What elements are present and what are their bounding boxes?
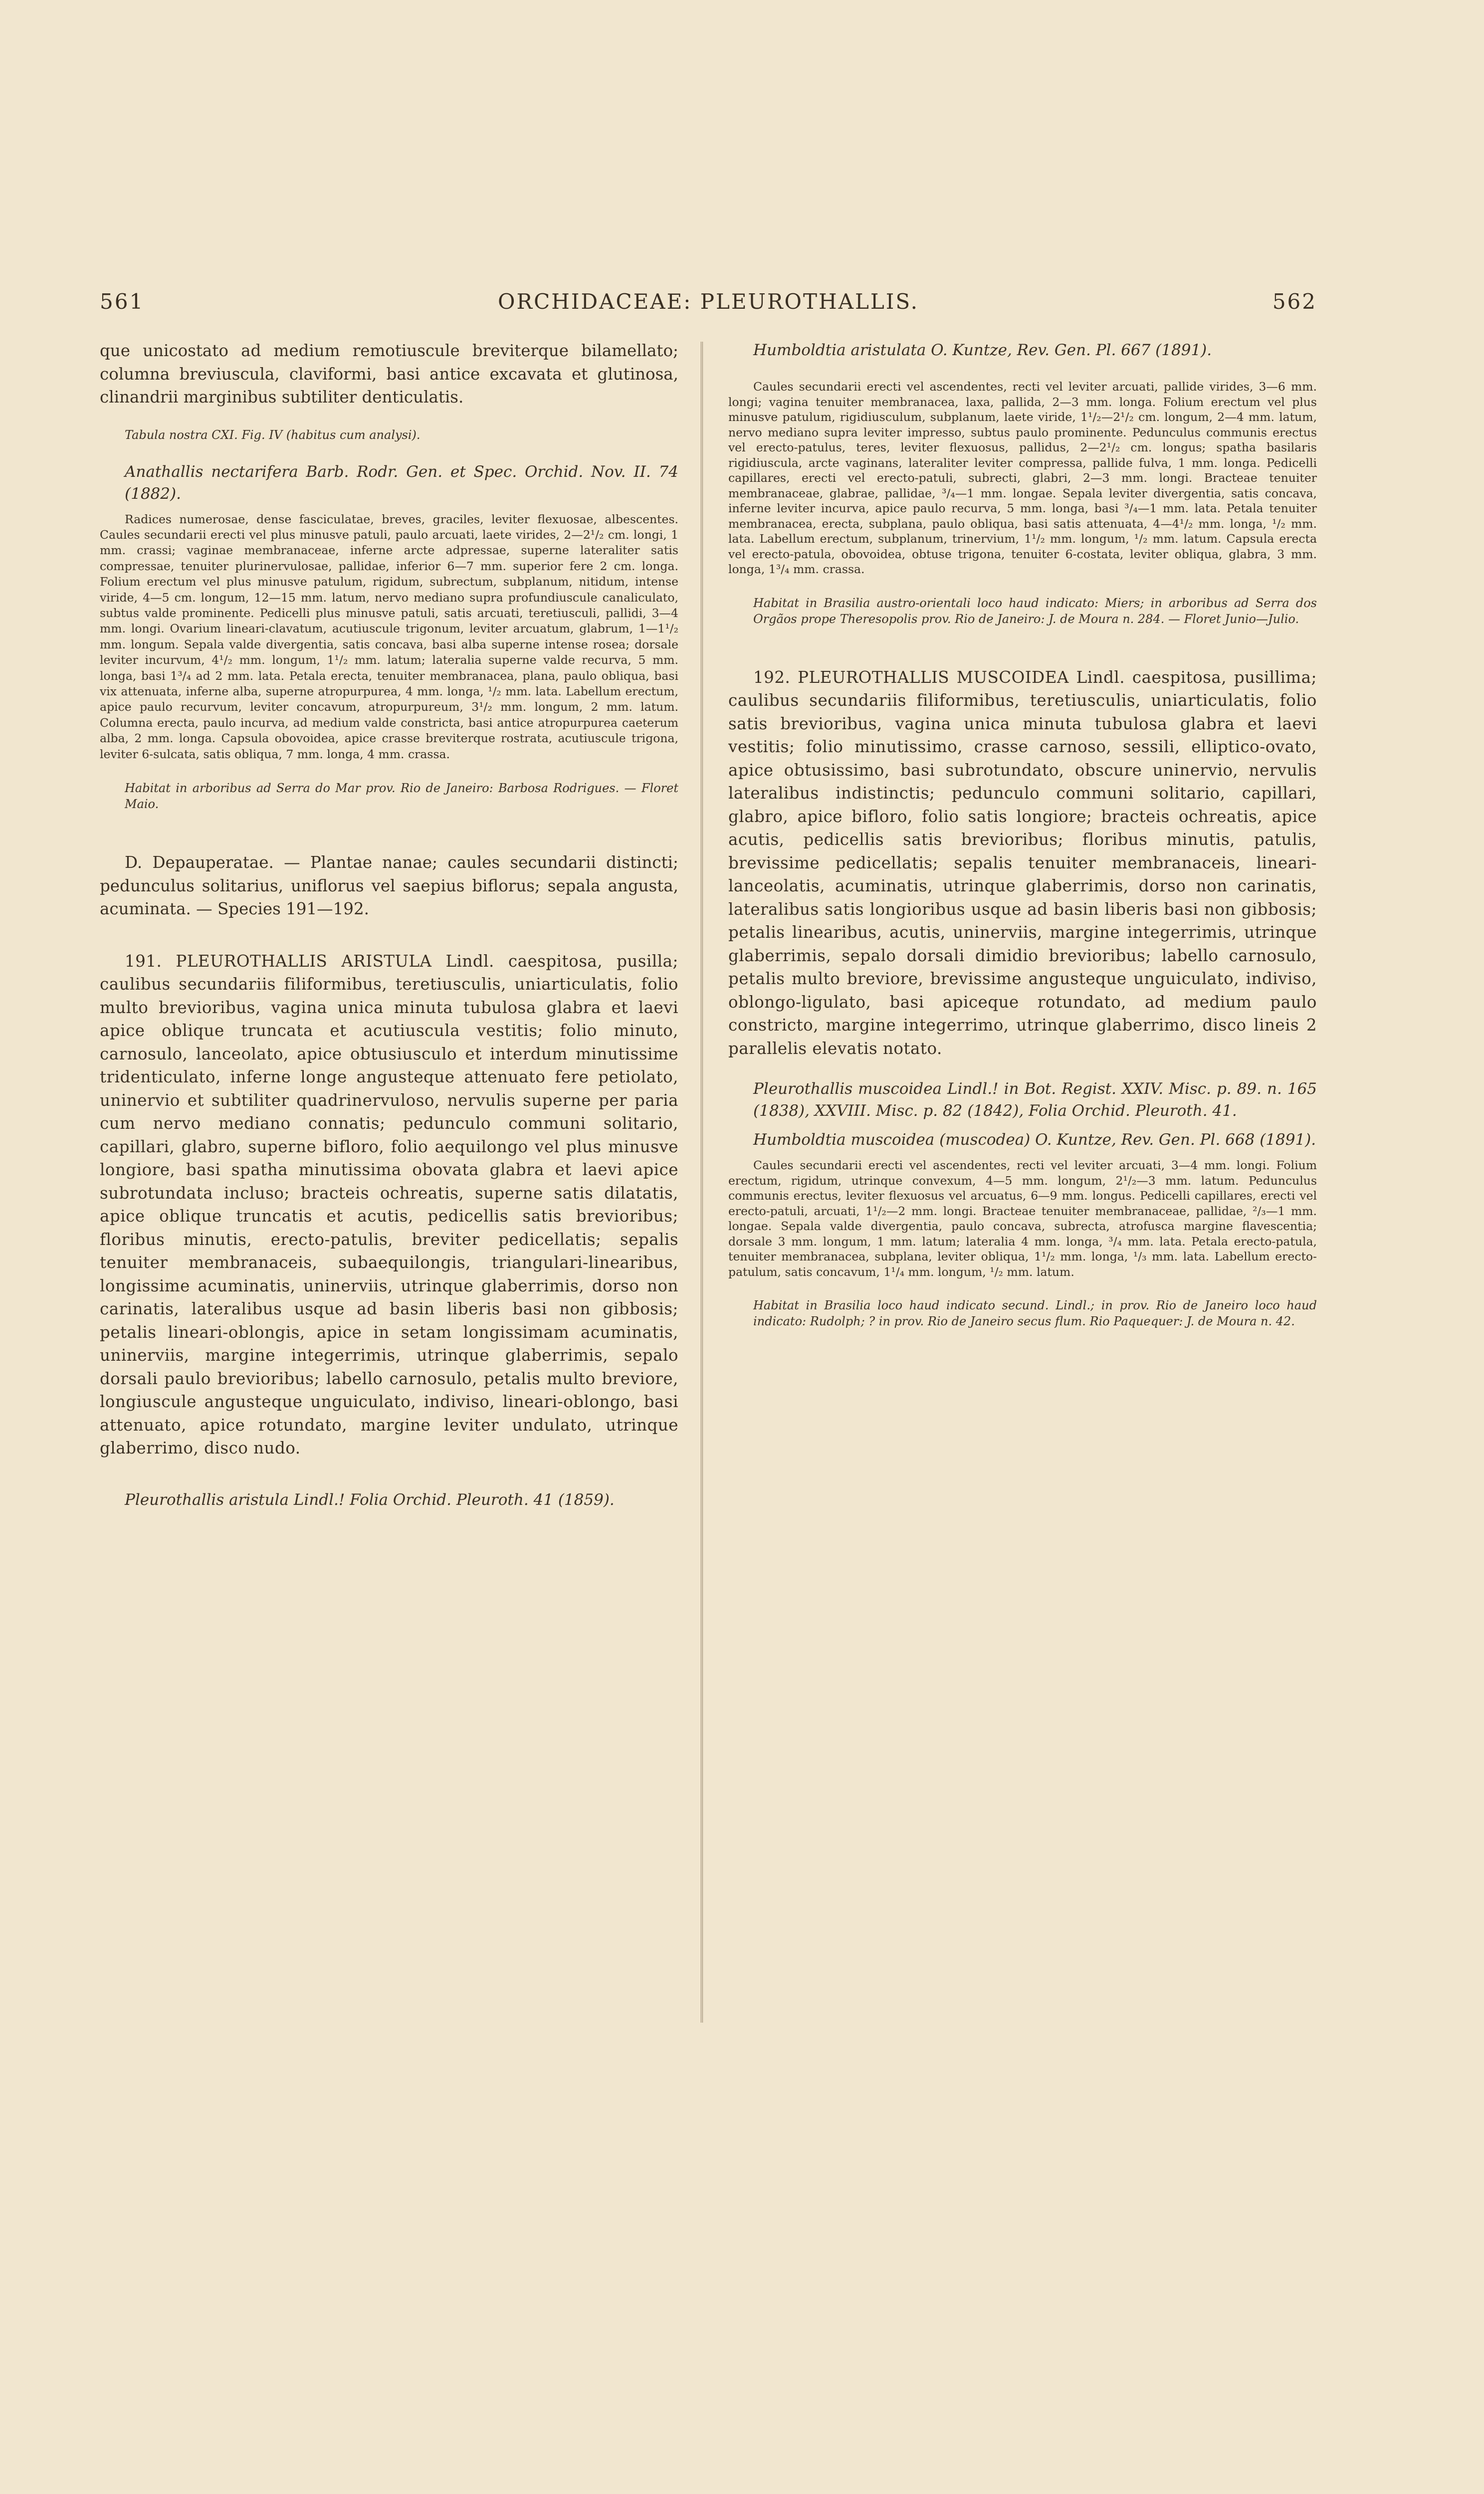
species-description-190: Radices numerosae, dense fasciculatae, breves, graciles, leviter flexuosae, albescentes. Caules secundarii erecti vel plus minusve patuli, paulo arcuati, laete virides, 2—2¹/₂ cm. longi, 1 mm. crassi; vaginae membranaceae, inferne arcte adpressae, superne lateraliter satis compressae, tenuiter plurinervulosae, pallidae, inferior 6—7 mm. superior fere 2 cm. longa. Folium erectum vel plus minusve patulum, rigidum, subrectum, subplanum, nitidum, intense viride, 4—5 cm. longum, 12—15 mm. latum, nervo mediano supra profundiuscule canaliculato, subtus valde prominente. Pedicelli plus minusve patuli, satis arcuati, teretiusculi, pallidi, 3—4 mm. longi. Ovarium lineari-clavatum, acutiuscule trigonum, leviter arcuatum, glabrum, 1—1¹/₂ mm. longum. Sepala valde divergentia, satis concava, basi alba superne intense rosea; dorsale leviter incurvum, 4¹/₂ mm. longum, 1¹/₂ mm. latum; lateralia superne valde recurva, 5 mm. longa, basi 1³/₄ ad 2 mm. lata. Petala erecta, tenuiter membranacea, plana, paulo obliqua, basi vix attenuata, inferne alba, superne atropurpurea, 4 mm. longa, ¹/₂ mm. lata. Labellum erectum, apice paulo recurvum, leviter concavum, atropurpureum, 3¹/₂ mm. longum, 2 mm. latum. Columna erecta, paulo incurva, ad medium valde constricta, basi antice atropurpurea caeterum alba, 2 mm. longa. Capsula obovoidea, apice crasse breviterque rostrata, acutiuscule trigona, leviter 6-sulcata, satis obliqua, 7 mm. longa, 4 mm. crassa. <box>100 512 678 761</box>
left-column <box>100 339 678 1518</box>
species-192-reference-kuntze: Humboldtia muscoidea (muscodea) O. Kuntze, Rev. Gen. Pl. 668 (1891). <box>753 1131 1316 1149</box>
species-192-diagnosis: 192. PLEUROTHALLIS MUSCOIDEA Lindl. caespitosa, pusillima; caulibus secundariis filiformibus, teretiusculis, uniarticulatis, folio satis brevioribus, vagina unica minuta tubulosa glabra et laevi vestitis; folio minutissimo, crasse carnoso, sessili, elliptico-ovato, apice obtusissimo, basi subrotundato, obscure uninervio, nervulis lateralibus indistinctis; pedunculo communi solitario, capillari, glabro, apice bifloro, folio satis longiore; bracteis ochreatis, apice acutis, pedicellis satis brevioribus; floribus minutis, patulis, brevissime pedicellatis; sepalis tenuiter membranaceis, lineari-lanceolatis, acuminatis, utrinque glaberrimis, dorso non carinatis, lateralibus satis longioribus usque ad basin liberis basi non gibbosis; petalis linearibus, acutis, uninerviis, margine integerrimis, utrinque glaberrimis, sepalo dorsali dimidio brevioribus; labello carnosulo, petalis multo breviore, brevissime angusteque unguiculato, indiviso, oblongo-ligulato, basi apiceque rotundato, ad medium paulo constricto, margine integerrimo, utrinque glaberrimo, disco lineis 2 parallelis elevatis notato. <box>728 667 1317 1058</box>
species-191-diagnosis: 191. PLEUROTHALLIS ARISTULA Lindl. caespitosa, pusilla; caulibus secundariis filiformibus, teretiusculis, uniarticulatis, folio multo brevioribus, vagina unica minuta tubulosa glabra et laevi apice oblique truncata et acutiuscula vestitis; folio minuto, carnosulo, lanceolato, apice obtusiusculo et interdum minutissime tridenticulato, inferne longe angusteque attenuato fere petiolato, uninervio et subtiliter quadrinervuloso, nervulis superne per paria cum nervo mediano connatis; pedunculo communi solitario, capillari, glabro, superne bifloro, folio aequilongo vel plus minusve longiore, basi spatha minutissima obovata glabra et laevi apice subrotundata incluso; bracteis ochreatis, superne satis dilatatis, apice oblique truncatis et acutis, pedicellis satis brevioribus; floribus minutis, erecto-patulis, breviter pedicellatis; sepalis tenuiter membranaceis, subaequilongis, triangulari-linearibus, longissime acuminatis, uninerviis, utrinque glaberrimis, dorso non carinatis, lateralibus usque ad basin liberis basi non gibbosis; petalis lineari-oblongis, apice in setam longissimam acuminatis, uninerviis, margine integerrimis, utrinque glaberrimis, sepalo dorsali paulo brevioribus; labello carnosulo, petalis multo breviore, longiuscule angusteque unguiculato, indiviso, lineari-oblongo, basi attenuato, apice rotundato, margine leviter undulato, utrinque glaberrimo, disco nudo. <box>100 951 678 1457</box>
plate-reference: Tabula nostra CXI. Fig. IV (habitus cum analysi). <box>125 427 421 442</box>
species-191-description: Caules secundarii erecti vel ascendentes, recti vel leviter arcuati, pallide virides, 3—6 mm. longi; vagina tenuiter membranacea, laxa, pallida, 2—3 mm. longa. Folium erectum vel plus minusve patulum, rigidiusculum, subplanum, laete viride, 1¹/₂—2¹/₂ cm. longum, 2—4 mm. latum, nervo mediano supra leviter impresso, subtus paulo prominente. Pedunculus communis erectus vel erecto-patulus, teres, leviter flexuosus, pallidus, 2—2¹/₂ cm. longus; spatha basilaris rigidiuscula, arcte vaginans, lateraliter leviter compressa, pallide fulva, 1 mm. longa. Pedicelli capillares, erecti vel erecto-patuli, subrecti, glabri, 2—3 mm. longi. Bracteae tenuiter membranaceae, glabrae, pallidae, ³/₄—1 mm. longae. Sepala leviter divergentia, satis concava, inferne leviter incurva, apice paulo recurva, 5 mm. longa, basi ³/₄—1 mm. lata. Petala tenuiter membranacea, erecta, subplana, paulo obliqua, basi satis attenuata, 4—4¹/₂ mm. longa, ¹/₂ mm. lata. Labellum erectum, subplanum, trinervium, 1¹/₂ mm. longum, ¹/₂ mm. latum. Capsula erecta vel erecto-patula, obovoidea, obtuse trigona, tenuiter 6-costata, leviter obliqua, glabra, 3 mm. longa, 1³/₄ mm. crassa. <box>728 380 1317 576</box>
page-number-left: 561 <box>100 289 145 314</box>
synonym-citation: Anathallis nectarifera Barb. Rodr. Gen. et Spec. Orchid. Nov. II. 74 (1882). <box>125 462 678 503</box>
running-title: ORCHIDACEAE: PLEUROTHALLIS. <box>498 289 919 314</box>
species-191-reference: Pleurothallis aristula Lindl.! Folia Orchid. Pleuroth. 41 (1859). <box>125 1490 615 1509</box>
humboldtia-aristulata-citation: Humboldtia aristulata O. Kuntze, Rev. Gen. Pl. 667 (1891). <box>753 341 1212 359</box>
habitat-190: Habitat in arboribus ad Serra do Mar prov. Rio de Janeiro: Barbosa Rodrigues. — Floret Maio. <box>125 781 678 811</box>
page-number-right: 562 <box>1272 289 1317 314</box>
species-192-description: Caules secundarii erecti vel ascendentes, recti vel leviter arcuati, 3—4 mm. longi. Folium erectum, rigidum, utrinque convexum, 4—5 mm. longum, 2¹/₂—3 mm. latum. Pedunculus communis erectus, leviter flexuosus vel arcuatus, 6—9 mm. longus. Pedicelli capillares, erecti vel erecto-patuli, arcuati, 1¹/₂—2 mm. longi. Bracteae tenuiter membranaceae, pallidae, ²/₃—1 mm. longae. Sepala valde divergentia, paulo concava, subrecta, atrofusca margine flavescentia; dorsale 3 mm. longum, 1 mm. latum; lateralia 4 mm. longa, ³/₄ mm. lata. Petala erecto-patula, tenuiter membranacea, subplana, leviter obliqua, 1¹/₂ mm. longa, ¹/₃ mm. lata. Labellum erecto-patulum, satis concavum, 1¹/₄ mm. longum, ¹/₂ mm. latum. <box>728 1158 1317 1279</box>
habitat-192: Habitat in Brasilia loco haud indicato secund. Lindl.; in prov. Rio de Janeiro loco haud indicato: Rudolph; ? in prov. Rio de Janeiro secus flum. Rio Paquequer: J. de Moura n. 42. <box>753 1298 1317 1328</box>
section-depauperatae: D. Depauperatae. — Plantae nanae; caules secundarii distincti; pedunculus solitarius, uniflorus vel saepius biflorus; sepala angusta, acuminata. — Species 191—192. <box>100 853 678 918</box>
continued-paragraph: que unicostato ad medium remotiuscule breviterque bilamellato; columna breviuscula, claviformi, basi antice excavata et glutinosa, clinandrii marginibus subtiliter denticulatis. <box>100 341 678 407</box>
habitat-191: Habitat in Brasilia austro-orientali loco haud indicato: Miers; in arboribus ad Serra dos Orgãos prope Theresopolis prov. Rio de Janeiro: J. de Moura n. 284. — Floret Junio—Julio. <box>753 596 1317 626</box>
running-header <box>100 289 1317 329</box>
right-column <box>728 339 1317 1336</box>
species-192-reference-lindley: Pleurothallis muscoidea Lindl.! in Bot. Regist. XXIV. Misc. p. 89. n. 165 (1838), XXVIII. Misc. p. 82 (1842), Folia Orchid. Pleuroth. 41. <box>753 1080 1317 1120</box>
column-divider <box>701 342 703 2023</box>
